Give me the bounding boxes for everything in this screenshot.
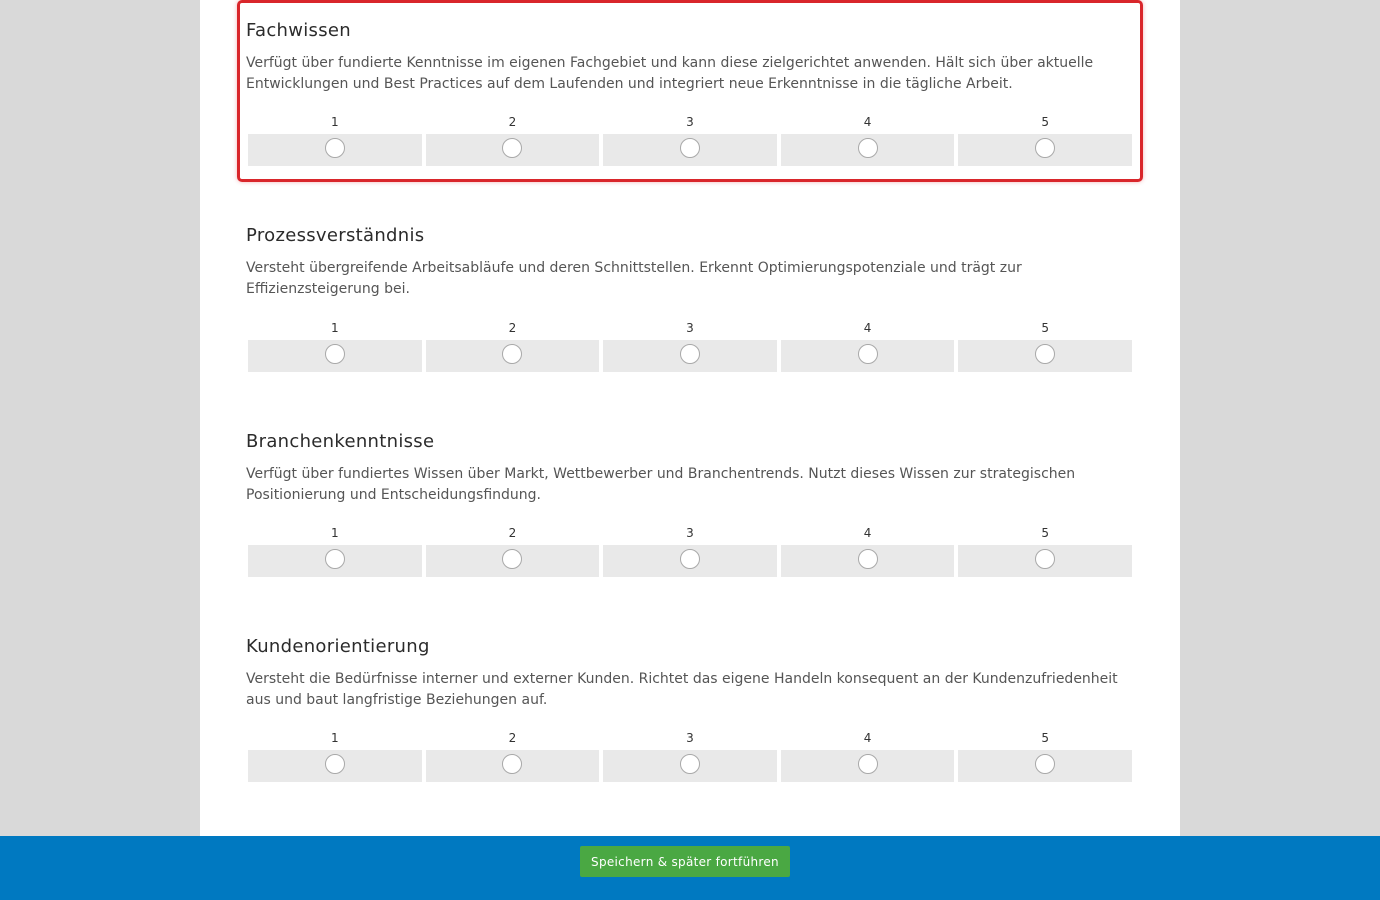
rating-scale — [248, 730, 1132, 782]
radio-button[interactable] — [325, 754, 345, 774]
rating-option-5[interactable] — [958, 730, 1132, 782]
question-kundenorientierung — [246, 635, 1134, 745]
rating-option-4[interactable] — [781, 114, 955, 166]
question-title: Prozessverständnis — [246, 225, 425, 246]
rating-label: 4 — [863, 321, 872, 335]
question-fachwissen — [246, 19, 1134, 129]
rating-label: 2 — [508, 526, 517, 540]
rating-option-1[interactable] — [248, 320, 422, 372]
rating-label: 1 — [330, 731, 339, 745]
rating-label: 1 — [330, 321, 339, 335]
rating-label: 5 — [1041, 321, 1049, 335]
rating-label: 3 — [686, 115, 694, 129]
rating-option-5[interactable] — [958, 320, 1132, 372]
rating-label: 1 — [330, 526, 339, 540]
rating-cell[interactable] — [781, 545, 955, 577]
rating-label: 5 — [1041, 115, 1049, 129]
rating-option-3[interactable] — [603, 320, 777, 372]
rating-label: 1 — [330, 115, 339, 129]
radio-button[interactable] — [325, 138, 345, 158]
radio-button[interactable] — [858, 138, 878, 158]
rating-option-2[interactable] — [426, 730, 600, 782]
rating-cell[interactable] — [958, 134, 1132, 166]
radio-button[interactable] — [502, 138, 522, 158]
radio-button[interactable] — [502, 549, 522, 569]
rating-cell[interactable] — [603, 134, 777, 166]
rating-label: 2 — [508, 321, 517, 335]
radio-button[interactable] — [1035, 549, 1055, 569]
rating-option-3[interactable] — [603, 525, 777, 577]
radio-button[interactable] — [502, 344, 522, 364]
rating-label: 4 — [863, 526, 872, 540]
rating-option-5[interactable] — [958, 114, 1132, 166]
radio-button[interactable] — [680, 754, 700, 774]
rating-label: 3 — [686, 526, 694, 540]
radio-button[interactable] — [1035, 138, 1055, 158]
question-title: Fachwissen — [246, 20, 351, 41]
radio-button[interactable] — [858, 754, 878, 774]
rating-option-5[interactable] — [958, 525, 1132, 577]
rating-scale — [248, 525, 1132, 577]
rating-cell[interactable] — [781, 340, 955, 372]
rating-option-2[interactable] — [426, 114, 600, 166]
radio-button[interactable] — [680, 138, 700, 158]
rating-cell[interactable] — [781, 134, 955, 166]
rating-option-1[interactable] — [248, 525, 422, 577]
rating-cell[interactable] — [603, 545, 777, 577]
rating-label: 3 — [686, 321, 694, 335]
rating-label: 4 — [863, 731, 872, 745]
rating-label: 5 — [1041, 526, 1049, 540]
rating-cell[interactable] — [248, 134, 422, 166]
rating-option-2[interactable] — [426, 525, 600, 577]
rating-label: 3 — [686, 731, 694, 745]
question-branchenkenntnisse — [246, 430, 1134, 540]
question-description: Versteht übergreifende Arbeitsabläufe und deren Schnittstellen. Erkennt Optimierungspotenziale und trägt zur Effizienzsteigerung bei. — [246, 260, 1022, 297]
rating-option-4[interactable] — [781, 730, 955, 782]
rating-cell[interactable] — [958, 545, 1132, 577]
rating-cell[interactable] — [426, 340, 600, 372]
question-prozessverstaendnis — [246, 224, 1134, 335]
radio-button[interactable] — [325, 344, 345, 364]
rating-cell[interactable] — [958, 340, 1132, 372]
rating-cell[interactable] — [603, 750, 777, 782]
rating-option-1[interactable] — [248, 114, 422, 166]
rating-option-3[interactable] — [603, 114, 777, 166]
rating-option-4[interactable] — [781, 525, 955, 577]
radio-button[interactable] — [325, 549, 345, 569]
rating-label: 2 — [508, 731, 517, 745]
rating-cell[interactable] — [248, 750, 422, 782]
radio-button[interactable] — [1035, 344, 1055, 364]
survey-page — [200, 0, 1180, 900]
rating-cell[interactable] — [426, 545, 600, 577]
question-description: Versteht die Bedürfnisse interner und externer Kunden. Richtet das eigene Handeln konsequent an der Kundenzufriedenheit aus und baut langfristige Beziehungen auf. — [246, 671, 1118, 708]
rating-scale — [248, 320, 1132, 372]
question-description: Verfügt über fundiertes Wissen über Markt, Wettbewerber und Branchentrends. Nutzt dieses Wissen zur strategischen Positionierung und Entscheidungsfindung. — [246, 466, 1076, 503]
rating-scale — [248, 114, 1132, 166]
save-and-continue-later-button[interactable]: Speichern & später fortführen — [580, 846, 790, 877]
question-title: Branchenkenntnisse — [246, 431, 435, 452]
rating-cell[interactable] — [426, 134, 600, 166]
rating-cell[interactable] — [248, 340, 422, 372]
radio-button[interactable] — [1035, 754, 1055, 774]
rating-cell[interactable] — [426, 750, 600, 782]
rating-label: 4 — [863, 115, 872, 129]
rating-label: 2 — [508, 115, 517, 129]
rating-cell[interactable] — [958, 750, 1132, 782]
rating-option-4[interactable] — [781, 320, 955, 372]
rating-label: 5 — [1041, 731, 1049, 745]
radio-button[interactable] — [858, 549, 878, 569]
rating-cell[interactable] — [603, 340, 777, 372]
radio-button[interactable] — [680, 549, 700, 569]
radio-button[interactable] — [858, 344, 878, 364]
question-title: Kundenorientierung — [246, 636, 430, 657]
question-description: Verfügt über fundierte Kenntnisse im eigenen Fachgebiet und kann diese zielgerichtet anwenden. Hält sich über aktuelle Entwicklungen und Best Practices auf dem Laufenden und integriert neue Erkenntnisse in die tägliche Arbeit. — [246, 55, 1094, 92]
radio-button[interactable] — [502, 754, 522, 774]
rating-option-1[interactable] — [248, 730, 422, 782]
rating-cell[interactable] — [248, 545, 422, 577]
rating-option-3[interactable] — [603, 730, 777, 782]
rating-option-2[interactable] — [426, 320, 600, 372]
rating-cell[interactable] — [781, 750, 955, 782]
radio-button[interactable] — [680, 344, 700, 364]
